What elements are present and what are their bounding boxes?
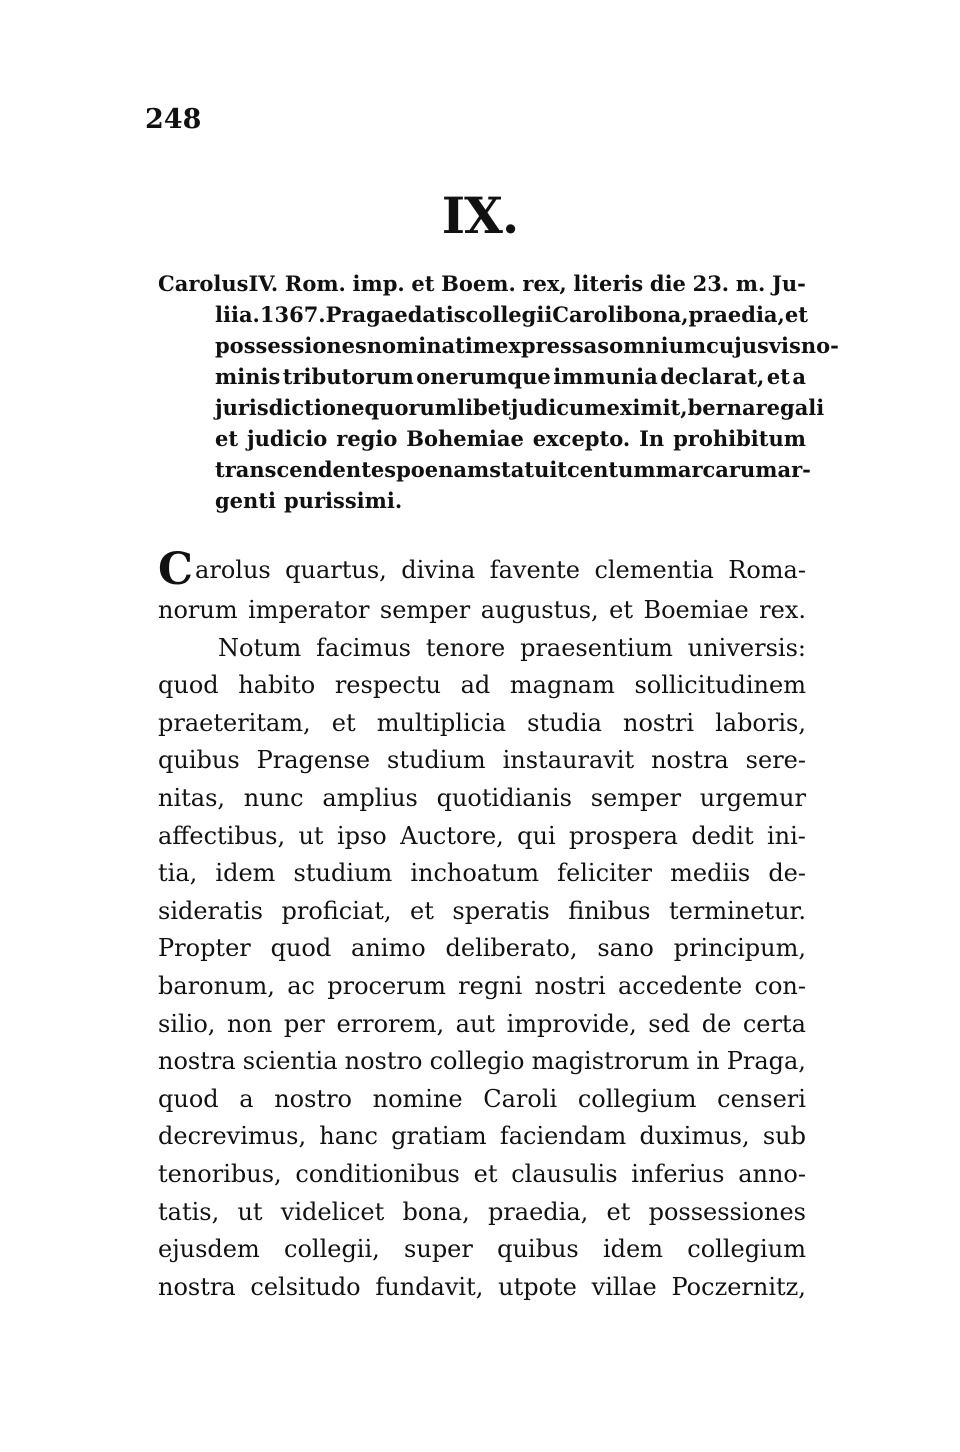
word: Propter [158, 934, 251, 963]
word: procerum [327, 971, 446, 1000]
word: Rom. [284, 271, 346, 296]
word: villae [591, 1272, 657, 1301]
word: nostri [622, 708, 694, 737]
word: divina [401, 556, 476, 584]
word: quod [158, 1084, 219, 1113]
body-line [158, 1006, 806, 1044]
word: amplius [322, 783, 418, 812]
body-line [158, 1156, 806, 1194]
body-line [158, 592, 806, 630]
summary-line [158, 423, 806, 454]
word: terminetur. [669, 896, 806, 925]
word: et [473, 1159, 498, 1188]
word: collegio [429, 1047, 525, 1076]
word: cujusvis [706, 333, 801, 358]
word: Caroli [552, 302, 624, 327]
word: ipso [336, 821, 387, 850]
word: nostra [651, 746, 729, 775]
word: transcendentes [215, 457, 397, 482]
body-line [158, 544, 806, 595]
word: collegium [687, 1235, 806, 1264]
word: m. [735, 271, 766, 296]
word: speratis [452, 896, 550, 925]
document-summary [158, 268, 839, 516]
word: prohibitum [673, 426, 806, 451]
page-number: 248 [145, 104, 202, 135]
word: sed [648, 1009, 691, 1038]
word: ut [298, 821, 324, 850]
word: habito [238, 671, 316, 700]
word: conditionibus [295, 1159, 460, 1188]
word: omnium [609, 333, 707, 358]
word: praesentium [520, 633, 673, 662]
word: semper [590, 783, 682, 812]
body-line [158, 667, 806, 705]
word: Pragae [325, 302, 408, 327]
body-line [158, 742, 806, 780]
word: nostri [534, 971, 606, 1000]
body-line [158, 855, 806, 893]
word: lii [215, 302, 239, 327]
word: possessiones [215, 333, 367, 358]
word: clausulis [511, 1159, 618, 1188]
word: marcarum [655, 457, 778, 482]
word: errorem, [336, 1009, 445, 1038]
word: fundavit, [375, 1272, 484, 1301]
word: mediis [670, 859, 751, 888]
word: imperator [248, 596, 370, 624]
word: CarolusIV. [158, 271, 279, 296]
word: rex, [522, 271, 567, 296]
word: con- [754, 971, 806, 1000]
word: et [784, 302, 808, 327]
body-line [158, 1043, 806, 1081]
word: nominatim [366, 333, 496, 358]
word: et [766, 364, 790, 389]
body-line [158, 1194, 806, 1232]
body-line [158, 930, 806, 968]
word: purissimi. [284, 488, 403, 513]
word: immunia [553, 364, 658, 389]
word: praedia, [688, 302, 785, 327]
word: quibus [158, 746, 240, 775]
summary-line [158, 454, 811, 485]
word: prospera [569, 821, 678, 850]
word: augustus, [480, 596, 599, 624]
word: finibus [568, 896, 651, 925]
word: ejusdem [158, 1235, 260, 1264]
word: nostro [274, 1084, 352, 1113]
word: 23. [692, 271, 730, 296]
word: aut [455, 1009, 496, 1038]
word: ar- [777, 457, 811, 482]
word: principum, [673, 934, 806, 963]
word: tenore [425, 633, 506, 662]
word: a. [238, 302, 260, 327]
word: celsitudo [250, 1272, 361, 1301]
word: die [649, 271, 686, 296]
word: anno- [738, 1159, 806, 1188]
word: de [701, 1009, 732, 1038]
word: tenoribus, [158, 1159, 282, 1188]
word: certa [742, 1009, 806, 1038]
word: Pragense [256, 746, 371, 775]
word: et [331, 708, 356, 737]
word: eximit, [606, 395, 688, 420]
summary-line [158, 485, 806, 516]
body-line [158, 968, 806, 1006]
word: utpote [498, 1272, 577, 1301]
summary-line [158, 361, 806, 392]
word: Notum [218, 633, 302, 662]
word: super [404, 1235, 473, 1264]
word: tributorum [282, 364, 414, 389]
word: collegii, [284, 1235, 380, 1264]
word: a [239, 1084, 254, 1113]
word: in [696, 1047, 720, 1076]
word: tatis, [158, 1197, 220, 1226]
summary-line [158, 299, 806, 330]
word: per [283, 1009, 325, 1038]
word: instauravit [502, 746, 635, 775]
word: et [606, 1197, 631, 1226]
word: idem [215, 859, 276, 888]
word: non [226, 1009, 273, 1038]
word: studium [293, 859, 393, 888]
word: idem [603, 1235, 663, 1264]
body-line [158, 705, 806, 743]
body-line [158, 630, 806, 668]
word: Bohemiae [406, 426, 524, 451]
word: Caroli [483, 1084, 558, 1113]
word: judicum [510, 395, 607, 420]
word: quorumlibet [364, 395, 511, 420]
word: possessiones [648, 1197, 806, 1226]
word: multiplicia [376, 708, 507, 737]
word: laboris, [715, 708, 806, 737]
word: praedia, [487, 1197, 589, 1226]
word: regni [458, 971, 523, 1000]
word: videlicet [280, 1197, 385, 1226]
word: Praga, [726, 1047, 806, 1076]
word: quod [270, 934, 332, 963]
word: nitas, [158, 783, 226, 812]
word: nunc [243, 783, 304, 812]
word: nostra [158, 1047, 236, 1076]
word: quibus [497, 1235, 579, 1264]
word: gratiam [391, 1122, 487, 1151]
word: arolus [195, 556, 271, 584]
document-body [158, 544, 806, 1306]
word: silio, [158, 1009, 216, 1038]
word: animo [351, 934, 426, 963]
word: favente [489, 556, 580, 584]
word: norum [158, 596, 238, 624]
word: onerumque [416, 364, 551, 389]
word: quotidianis [436, 783, 572, 812]
word: a [792, 364, 806, 389]
word: ut [237, 1197, 263, 1226]
word: quod [158, 671, 219, 700]
word: faciendam [499, 1122, 627, 1151]
word: et [410, 896, 434, 925]
word: deliberato, [445, 934, 578, 963]
word: censeri [717, 1084, 806, 1113]
word: ad [460, 671, 491, 700]
word: regali [755, 395, 825, 420]
word: urgemur [699, 783, 806, 812]
word: inferius [631, 1159, 725, 1188]
word: judicio [247, 426, 328, 451]
word: literis [573, 271, 644, 296]
body-line [158, 893, 806, 931]
body-line [158, 1231, 806, 1269]
word: quartus, [285, 556, 387, 584]
chapter-heading: IX. [441, 186, 519, 245]
word: jurisdictione [215, 395, 365, 420]
word: de- [768, 859, 806, 888]
word: Boem. [441, 271, 516, 296]
word: praeteritam, [158, 708, 311, 737]
word: sub [762, 1122, 806, 1151]
word: centum [567, 457, 656, 482]
word: collegii [465, 302, 553, 327]
word: sollicitudinem [634, 671, 806, 700]
first-line-text [195, 548, 806, 592]
word: magistrorum [531, 1047, 690, 1076]
word: studia [527, 708, 602, 737]
word: 1367. [259, 302, 326, 327]
word: scientia [242, 1047, 338, 1076]
word: feliciter [557, 859, 653, 888]
word: sideratis [158, 896, 263, 925]
word: genti [215, 488, 276, 513]
word: nostro [344, 1047, 423, 1076]
word: declarat, [660, 364, 765, 389]
word: poenam [396, 457, 490, 482]
word: berna [687, 395, 756, 420]
word: qui [517, 821, 556, 850]
drop-cap: C [158, 544, 194, 595]
word: no- [800, 333, 839, 358]
word: studium [387, 746, 486, 775]
word: Auctore, [400, 821, 504, 850]
word: bona, [623, 302, 689, 327]
word: nomine [372, 1084, 463, 1113]
word: sere- [745, 746, 806, 775]
summary-line [158, 392, 825, 423]
word: rex. [759, 596, 806, 624]
word: Boemiae [643, 596, 749, 624]
word: imp. [352, 271, 405, 296]
word: ac [287, 971, 315, 1000]
word: improvide, [506, 1009, 637, 1038]
word: tia, [158, 859, 198, 888]
word: excepto. [532, 426, 631, 451]
word: nostra [158, 1272, 236, 1301]
word: bona, [402, 1197, 470, 1226]
body-line [158, 1118, 806, 1156]
word: expressas [495, 333, 610, 358]
word: accedente [617, 971, 743, 1000]
body-line [158, 1269, 806, 1307]
body-line [158, 1081, 806, 1119]
word: facimus [316, 633, 411, 662]
word: et [609, 596, 633, 624]
word: proficiat, [281, 896, 392, 925]
word: In [639, 426, 665, 451]
summary-line [158, 330, 839, 361]
word: baronum, [158, 971, 275, 1000]
word: Poczernitz, [671, 1272, 806, 1301]
word: duximus, [639, 1122, 750, 1151]
word: datis [407, 302, 466, 327]
word: regio [336, 426, 398, 451]
word: statuit [489, 457, 568, 482]
word: dedit [691, 821, 754, 850]
word: sano [597, 934, 654, 963]
word: clementia [594, 556, 714, 584]
word: semper [379, 596, 471, 624]
word: minis [215, 364, 281, 389]
body-line [158, 780, 806, 818]
word: affectibus, [158, 821, 286, 850]
word: universis: [687, 633, 806, 662]
word: respectu [334, 671, 441, 700]
word: et [215, 426, 239, 451]
word: ini- [766, 821, 806, 850]
word: collegium [577, 1084, 697, 1113]
word: hanc [319, 1122, 378, 1151]
word: magnam [509, 671, 615, 700]
body-line [158, 818, 806, 856]
word: inchoatum [410, 859, 540, 888]
summary-line [158, 268, 806, 299]
word: decrevimus, [158, 1122, 307, 1151]
word: Ju- [771, 271, 806, 296]
word: Roma- [728, 556, 806, 584]
word: et [411, 271, 435, 296]
